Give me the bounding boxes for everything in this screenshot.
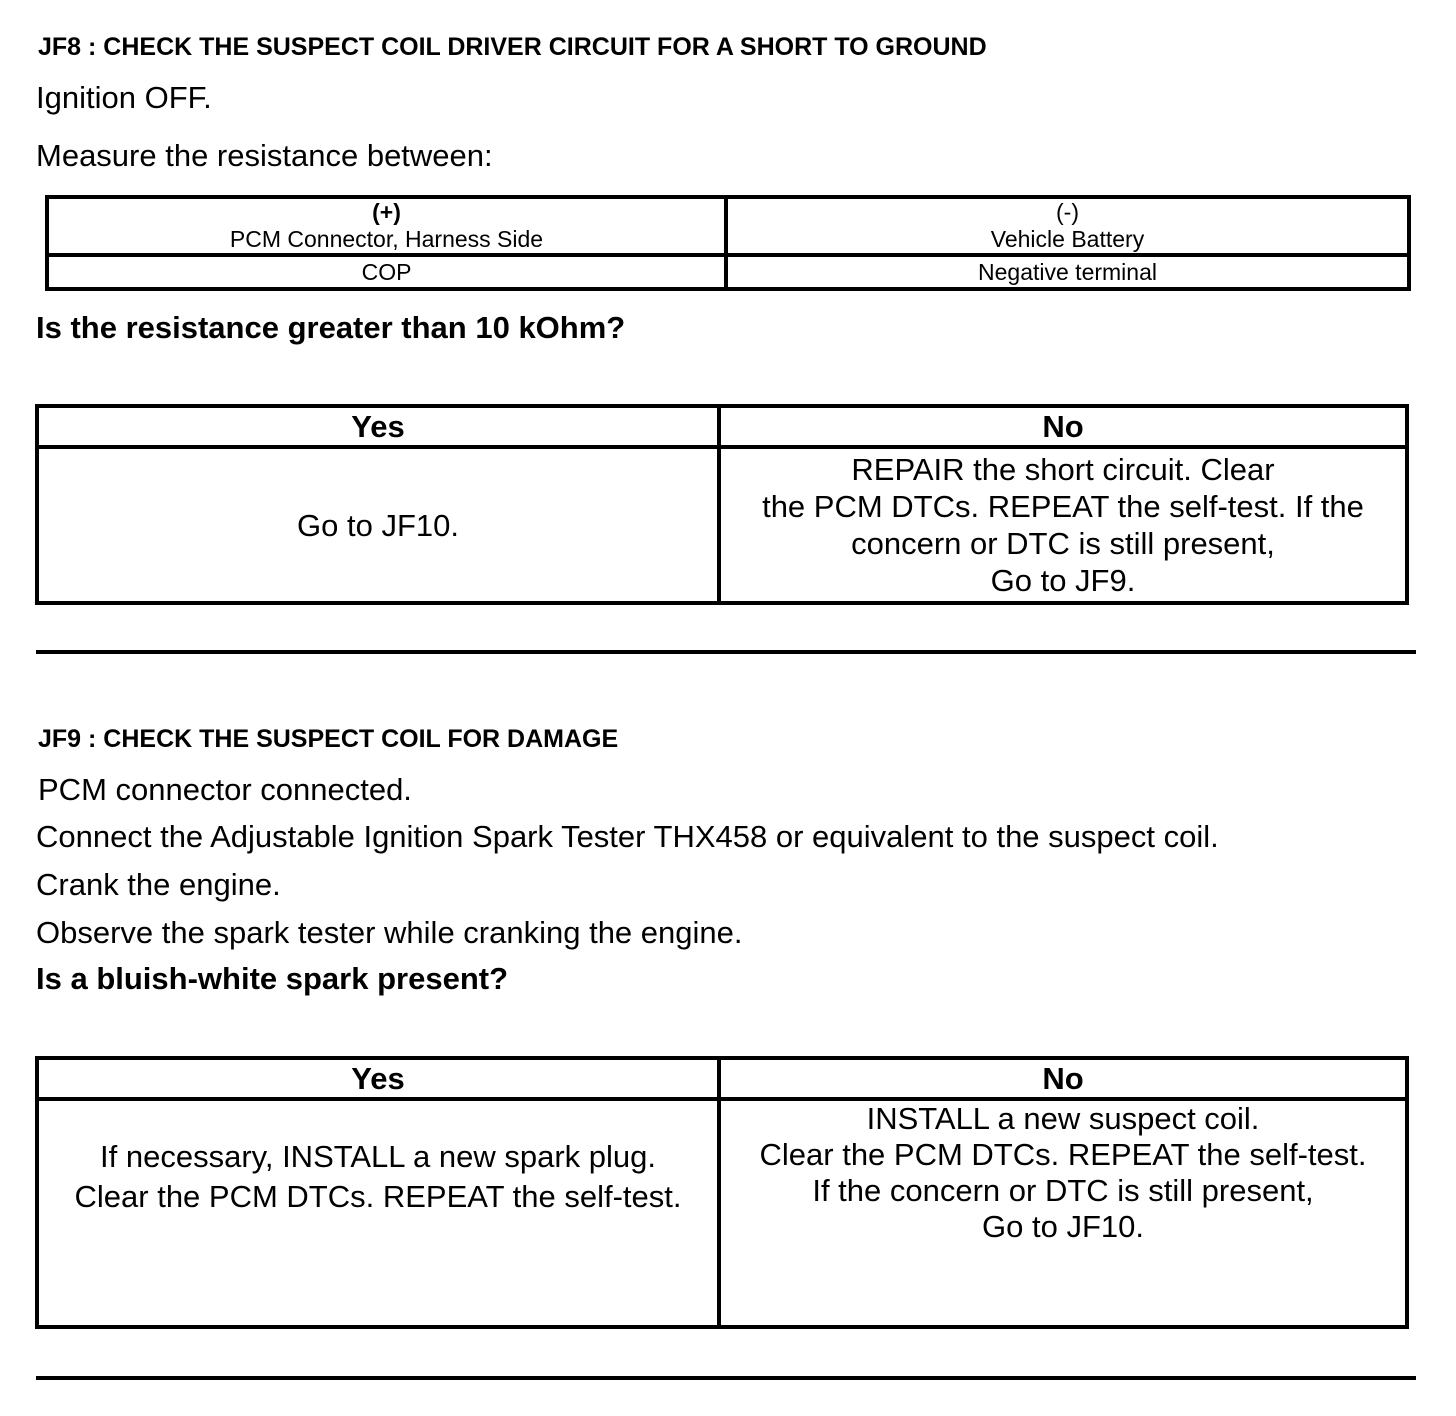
jf8-step-measure: Measure the resistance between:: [36, 138, 493, 173]
minus-value: Negative terminal: [726, 255, 1409, 289]
jf8-measurement-table: [45, 195, 1411, 291]
jf8-question: Is the resistance greater than 10 kOhm?: [36, 310, 626, 345]
plus-value: COP: [47, 255, 726, 289]
jf8-no-header: No: [719, 406, 1407, 447]
jf8-heading: JF8 : CHECK THE SUSPECT COIL DRIVER CIRCUIT FOR A SHORT TO GROUND: [38, 33, 987, 61]
jf9-step: Observe the spark tester while cranking the engine.: [36, 915, 743, 950]
minus-symbol: (-): [1056, 199, 1079, 225]
jf8-no-line: the PCM DTCs. REPEAT the self-test. If the: [762, 489, 1364, 524]
jf8-no-line: Go to JF9.: [990, 563, 1136, 598]
jf9-no-header: No: [719, 1058, 1407, 1099]
jf8-no-line: REPAIR the short circuit. Clear: [851, 452, 1275, 487]
jf9-no-line: INSTALL a new suspect coil.: [866, 1101, 1260, 1136]
section-divider: [36, 650, 1416, 654]
jf9-result-table: [35, 1056, 1409, 1329]
jf9-yes-header: Yes: [37, 1058, 719, 1099]
jf9-yes-action: [37, 1099, 719, 1327]
jf9-step: Crank the engine.: [36, 867, 281, 902]
jf9-no-line: Go to JF10.: [982, 1209, 1144, 1244]
jf9-no-action: [719, 1099, 1407, 1327]
jf8-no-action: [719, 447, 1407, 603]
plus-label: PCM Connector, Harness Side: [229, 226, 544, 252]
measure-plus-header: [47, 197, 726, 255]
jf8-yes-action: Go to JF10.: [37, 447, 719, 603]
jf9-yes-line: Clear the PCM DTCs. REPEAT the self-test.: [74, 1179, 682, 1214]
jf8-result-table: [35, 404, 1409, 605]
jf9-yes-line: If necessary, INSTALL a new spark plug.: [100, 1139, 656, 1174]
minus-label: Vehicle Battery: [990, 226, 1145, 252]
jf9-question: Is a bluish-white spark present?: [36, 961, 509, 996]
measure-minus-header: [726, 197, 1409, 255]
jf9-heading: JF9 : CHECK THE SUSPECT COIL FOR DAMAGE: [38, 725, 619, 753]
jf9-no-line: Clear the PCM DTCs. REPEAT the self-test.: [759, 1137, 1367, 1172]
jf9-step: Connect the Adjustable Ignition Spark Tester THX458 or equivalent to the suspect coil.: [36, 819, 1219, 854]
jf8-yes-header: Yes: [37, 406, 719, 447]
jf9-step: PCM connector connected.: [38, 772, 412, 807]
plus-symbol: (+): [372, 199, 401, 225]
jf8-no-line: concern or DTC is still present,: [851, 526, 1275, 561]
section-divider: [36, 1376, 1416, 1380]
jf8-step-ignition-off: Ignition OFF.: [36, 80, 212, 115]
jf9-no-line: If the concern or DTC is still present,: [812, 1173, 1314, 1208]
